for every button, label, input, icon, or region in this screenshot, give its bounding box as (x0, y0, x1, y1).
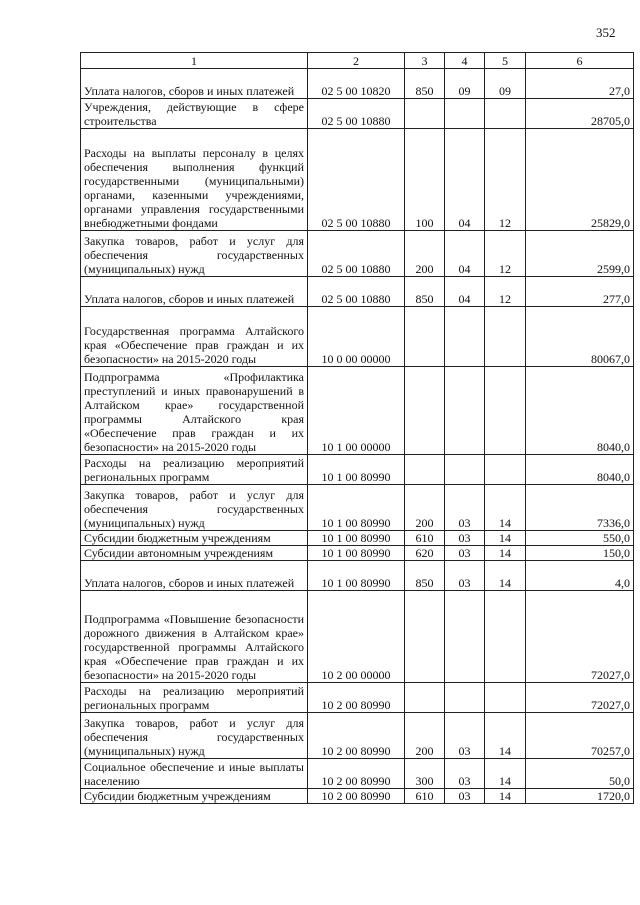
row-type (405, 683, 445, 713)
table-row (81, 683, 634, 713)
row-subsection (485, 99, 526, 129)
row-amount: 72027,0 (526, 591, 634, 683)
row-code: 02 5 00 10880 (308, 129, 405, 231)
row-name: Закупка товаров, работ и услуг для обеспечения государственных (муниципальных) нужд (81, 713, 308, 759)
row-section: 03 (445, 713, 485, 759)
row-code: 02 5 00 10820 (308, 69, 405, 99)
row-section: 03 (445, 485, 485, 531)
column-header-4: 4 (445, 53, 485, 69)
row-amount: 80067,0 (526, 307, 634, 367)
column-header-5: 5 (485, 53, 526, 69)
row-code: 10 0 00 00000 (308, 307, 405, 367)
row-name: Расходы на выплаты персоналу в целях обеспечения выполнения функций государственными (муниципальными) органами, казенными учреждениями, органами управления государственными внебюджетными фондами (81, 129, 308, 231)
row-amount: 50,0 (526, 759, 634, 789)
table-row (81, 99, 634, 129)
row-subsection (485, 367, 526, 455)
row-amount: 27,0 (526, 69, 634, 99)
row-section (445, 683, 485, 713)
table-row (81, 69, 634, 99)
row-name: Уплата налогов, сборов и иных платежей (81, 69, 308, 99)
row-type (405, 99, 445, 129)
row-type: 100 (405, 129, 445, 231)
row-amount: 72027,0 (526, 683, 634, 713)
row-subsection: 12 (485, 277, 526, 307)
row-subsection: 12 (485, 231, 526, 277)
row-name: Подпрограмма «Повышение безопасности дорожного движения в Алтайском крае» государственной программы Алтайского края «Обеспечение прав граждан и их безопасности» на 2015-2020 годы (81, 591, 308, 683)
row-section: 03 (445, 789, 485, 804)
row-type: 200 (405, 231, 445, 277)
table-row (81, 759, 634, 789)
row-name: Подпрограмма «Профилактика преступлений и иных правонарушений в Алтайском крае» государственной программы Алтайского края «Обеспечение прав граждан и их безопасности» на 2015-2020 годы (81, 367, 308, 455)
table-row (81, 561, 634, 591)
row-section: 03 (445, 561, 485, 591)
row-code: 02 5 00 10880 (308, 99, 405, 129)
row-code: 10 2 00 80990 (308, 713, 405, 759)
row-type: 620 (405, 546, 445, 561)
row-subsection (485, 591, 526, 683)
column-header-6: 6 (526, 53, 634, 69)
row-code: 10 2 00 80990 (308, 683, 405, 713)
row-amount: 28705,0 (526, 99, 634, 129)
row-code: 10 1 00 80990 (308, 561, 405, 591)
row-section: 03 (445, 531, 485, 546)
row-section (445, 307, 485, 367)
row-subsection: 14 (485, 546, 526, 561)
row-code: 10 1 00 80990 (308, 455, 405, 485)
row-name: Расходы на реализацию мероприятий региональных программ (81, 455, 308, 485)
row-code: 10 1 00 80990 (308, 485, 405, 531)
row-code: 10 1 00 80990 (308, 546, 405, 561)
row-section: 03 (445, 546, 485, 561)
row-type (405, 307, 445, 367)
row-name: Субсидии автономным учреждениям (81, 546, 308, 561)
row-section (445, 591, 485, 683)
row-code: 10 1 00 00000 (308, 367, 405, 455)
row-name: Социальное обеспечение и иные выплаты населению (81, 759, 308, 789)
header-row (81, 53, 634, 69)
column-header-1: 1 (81, 53, 308, 69)
table-row (81, 455, 634, 485)
row-amount: 277,0 (526, 277, 634, 307)
table-row (81, 307, 634, 367)
row-section: 09 (445, 69, 485, 99)
row-name: Уплата налогов, сборов и иных платежей (81, 277, 308, 307)
row-name: Субсидии бюджетным учреждениям (81, 531, 308, 546)
row-section (445, 455, 485, 485)
row-type: 850 (405, 561, 445, 591)
row-code: 10 2 00 80990 (308, 789, 405, 804)
row-amount: 550,0 (526, 531, 634, 546)
row-code: 02 5 00 10880 (308, 231, 405, 277)
row-type (405, 455, 445, 485)
column-header-2: 2 (308, 53, 405, 69)
row-subsection (485, 455, 526, 485)
row-code: 02 5 00 10880 (308, 277, 405, 307)
row-code: 10 2 00 00000 (308, 591, 405, 683)
table-row (81, 713, 634, 759)
row-subsection: 14 (485, 789, 526, 804)
table-row (81, 591, 634, 683)
row-subsection: 09 (485, 69, 526, 99)
page-number: 352 (596, 25, 616, 40)
row-amount: 8040,0 (526, 455, 634, 485)
row-section: 04 (445, 277, 485, 307)
row-type: 300 (405, 759, 445, 789)
table-row (81, 277, 634, 307)
row-amount: 150,0 (526, 546, 634, 561)
row-amount: 1720,0 (526, 789, 634, 804)
table-row (81, 531, 634, 546)
row-subsection: 14 (485, 713, 526, 759)
row-name: Государственная программа Алтайского края «Обеспечение прав граждан и их безопасности» на 2015-2020 годы (81, 307, 308, 367)
row-code: 10 1 00 80990 (308, 531, 405, 546)
row-amount: 25829,0 (526, 129, 634, 231)
row-amount: 4,0 (526, 561, 634, 591)
row-type: 610 (405, 531, 445, 546)
table-row (81, 129, 634, 231)
row-subsection: 14 (485, 531, 526, 546)
row-name: Уплата налогов, сборов и иных платежей (81, 561, 308, 591)
row-amount: 2599,0 (526, 231, 634, 277)
row-name: Учреждения, действующие в сфере строительства (81, 99, 308, 129)
row-name: Субсидии бюджетным учреждениям (81, 789, 308, 804)
row-section: 04 (445, 231, 485, 277)
row-type (405, 367, 445, 455)
row-code: 10 2 00 80990 (308, 759, 405, 789)
table-row (81, 546, 634, 561)
row-subsection: 14 (485, 759, 526, 789)
column-header-3: 3 (405, 53, 445, 69)
row-section: 04 (445, 129, 485, 231)
row-type: 200 (405, 713, 445, 759)
row-subsection (485, 683, 526, 713)
table-row (81, 367, 634, 455)
row-amount: 70257,0 (526, 713, 634, 759)
row-section (445, 99, 485, 129)
row-subsection (485, 307, 526, 367)
row-subsection: 14 (485, 485, 526, 531)
row-section (445, 367, 485, 455)
row-amount: 7336,0 (526, 485, 634, 531)
row-type (405, 591, 445, 683)
table-row (81, 789, 634, 804)
table-row (81, 485, 634, 531)
row-name: Расходы на реализацию мероприятий региональных программ (81, 683, 308, 713)
row-type: 850 (405, 277, 445, 307)
row-subsection: 14 (485, 561, 526, 591)
table-row (81, 231, 634, 277)
row-type: 200 (405, 485, 445, 531)
row-amount: 8040,0 (526, 367, 634, 455)
row-name: Закупка товаров, работ и услуг для обеспечения государственных (муниципальных) нужд (81, 485, 308, 531)
budget-table (80, 52, 634, 804)
row-type: 850 (405, 69, 445, 99)
row-subsection: 12 (485, 129, 526, 231)
row-name: Закупка товаров, работ и услуг для обеспечения государственных (муниципальных) нужд (81, 231, 308, 277)
row-section: 03 (445, 759, 485, 789)
row-type: 610 (405, 789, 445, 804)
